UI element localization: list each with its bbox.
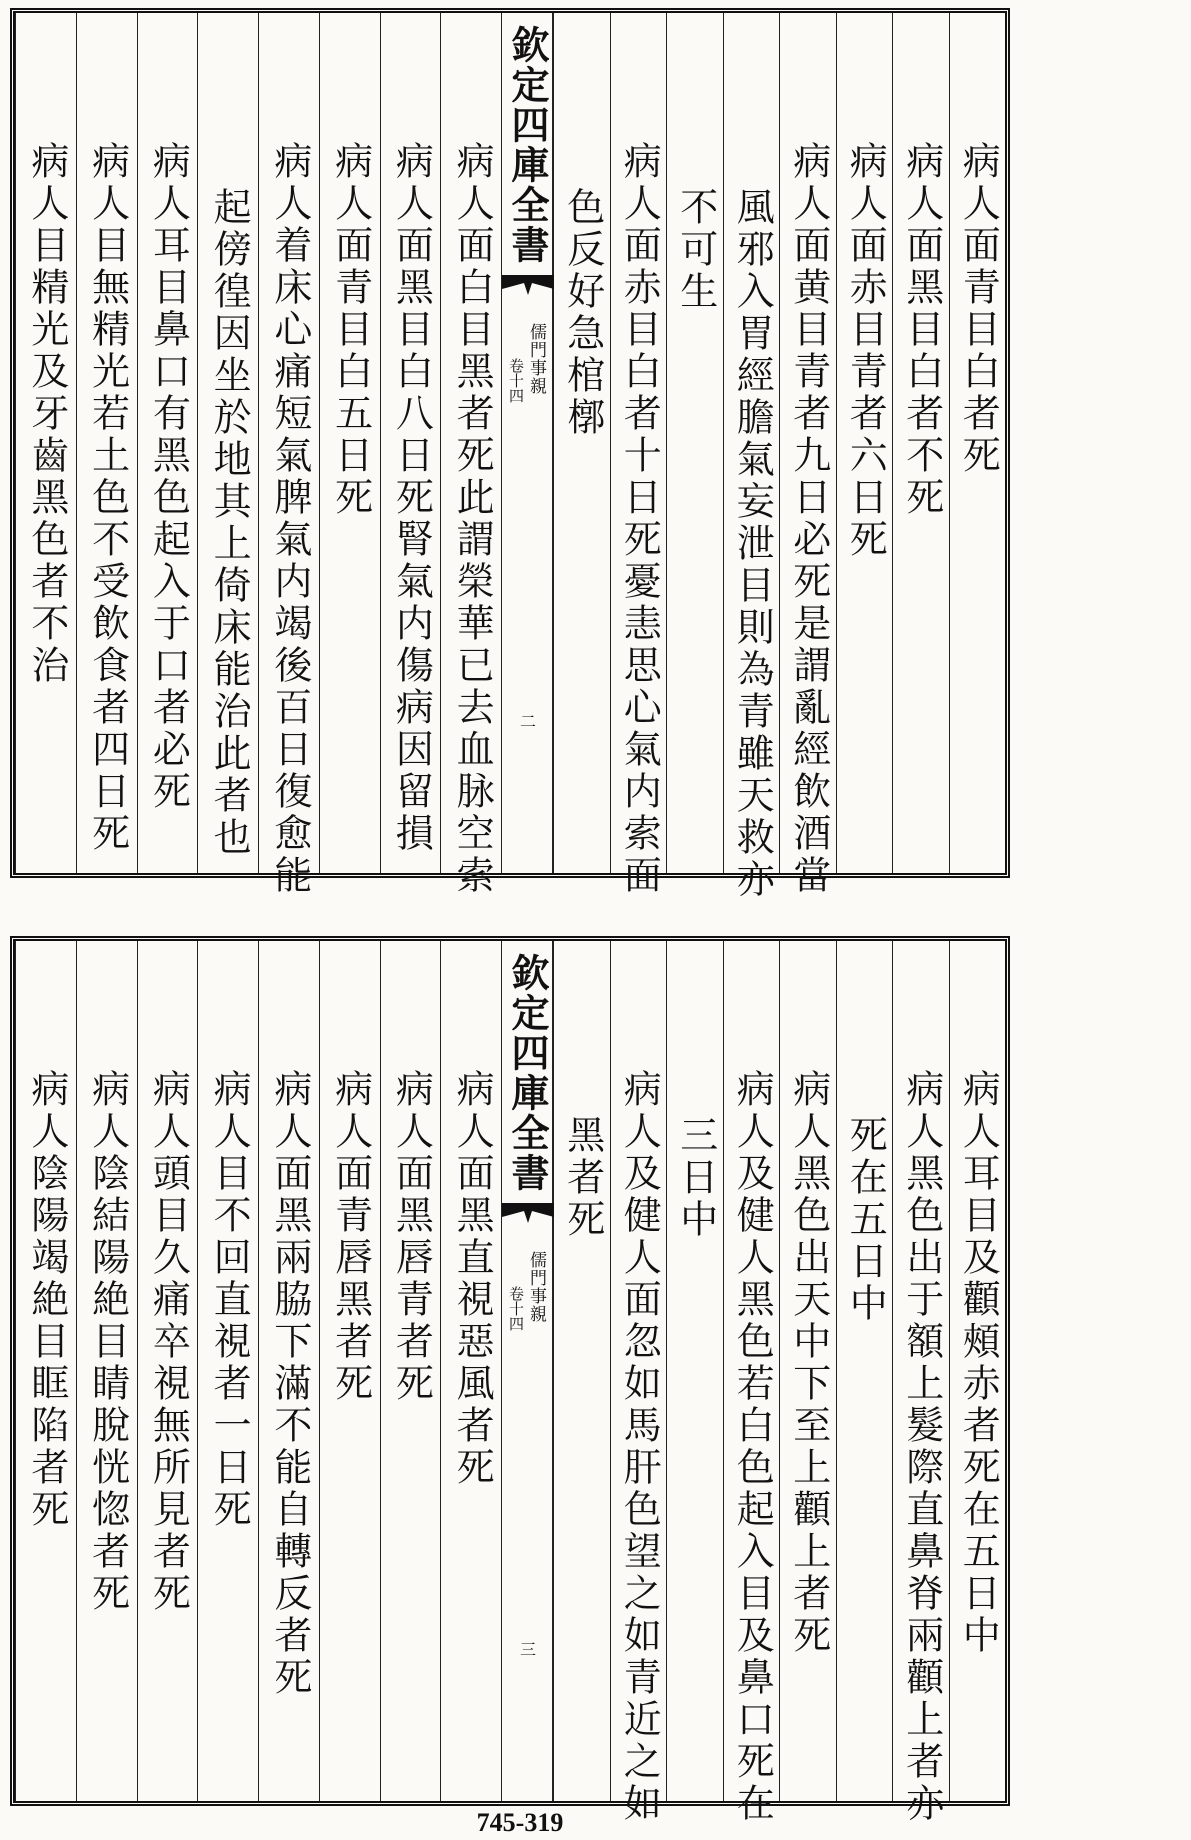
column-text: 病人目不回直視者一日死	[207, 1069, 252, 1531]
text-column	[197, 13, 258, 873]
column-text: 風邪入胃經膽氣妄泄目則為青雖天救亦	[730, 187, 775, 901]
fishtail-mark-icon	[502, 275, 554, 303]
text-column	[197, 941, 258, 1801]
fishtail-mark-icon	[502, 1203, 554, 1231]
center-fold-column	[501, 941, 553, 1801]
column-text: 病人面白目黑者死此謂榮華已去血脉空索	[450, 141, 495, 897]
text-column	[258, 13, 319, 897]
column-text: 病人陰陽竭絶目眶陷者死	[24, 1069, 69, 1531]
column-text: 病人面赤目白者十日死憂恚思心氣内索面	[617, 141, 662, 897]
column-text: 死在五日中	[843, 1115, 888, 1325]
column-text: 三日中	[673, 1115, 718, 1241]
text-column	[76, 13, 137, 873]
column-text: 病人面赤目青者六日死	[843, 141, 888, 561]
column-text: 病人面黑直視惡風者死	[450, 1069, 495, 1489]
text-column	[779, 941, 836, 1801]
column-text: 不可生	[673, 187, 718, 313]
column-text: 色反好急棺槨	[560, 187, 605, 439]
text-column	[319, 13, 380, 873]
column-text: 病人及健人黑色若白色起入目及鼻口死在	[730, 1069, 775, 1825]
text-column	[666, 13, 723, 873]
text-column	[892, 13, 949, 873]
column-text: 病人面青目白者死	[956, 141, 1001, 477]
center-fold-column	[501, 13, 553, 873]
text-column	[836, 941, 893, 1801]
text-column	[380, 13, 441, 873]
column-text: 病人面黑目白者不死	[899, 141, 944, 519]
leaf-number: 三	[517, 1641, 537, 1657]
column-text: 病人目無精光若土色不受飲食者四日死	[85, 141, 130, 855]
text-column	[319, 941, 380, 1801]
text-column	[723, 13, 780, 901]
leaf-number: 二	[517, 713, 537, 729]
column-text: 病人面黑兩脇下滿不能自轉反者死	[267, 1069, 312, 1699]
text-column	[76, 941, 137, 1801]
column-text: 病人面黄目青者九日必死是謂亂經飲酒當	[786, 141, 831, 897]
volume-label: 卷十四	[507, 358, 525, 403]
column-text: 病人陰結陽絶目睛脫恍惚者死	[85, 1069, 130, 1615]
text-column	[137, 941, 198, 1801]
text-column	[380, 941, 441, 1801]
text-column	[610, 941, 667, 1825]
column-text: 病人面黑目白八日死腎氣内傷病因留損	[389, 141, 434, 855]
book-title: 儒門事親	[526, 323, 546, 395]
text-column	[553, 941, 610, 1801]
text-column	[553, 13, 610, 873]
text-column	[949, 941, 1006, 1801]
column-text: 黑者死	[560, 1115, 605, 1241]
volume-label: 卷十四	[507, 1286, 525, 1331]
text-column	[440, 941, 501, 1801]
column-text: 病人面青唇黑者死	[328, 1069, 373, 1405]
text-column	[836, 13, 893, 873]
text-column	[440, 13, 501, 897]
column-text: 起傍徨因坐於地其上倚床能治此者也	[207, 187, 252, 859]
text-column	[892, 941, 949, 1825]
text-column	[137, 13, 198, 873]
text-column	[779, 13, 836, 897]
column-text: 病人面青目白五日死	[328, 141, 373, 519]
text-column	[258, 941, 319, 1801]
book-title: 儒門事親	[526, 1251, 546, 1323]
text-column	[15, 941, 76, 1801]
column-text: 病人耳目及顴頰赤者死在五日中	[956, 1069, 1001, 1657]
column-text: 病人耳目鼻口有黑色起入于口者必死	[146, 141, 191, 813]
column-text: 病人黑色出于額上髮際直鼻脊兩顴上者亦	[899, 1069, 944, 1825]
top-page	[10, 8, 1010, 901]
collection-title: 欽定四庫全書	[505, 953, 550, 1193]
column-text: 病人頭目久痛卒視無所見者死	[146, 1069, 191, 1615]
column-text: 病人及健人面忽如馬肝色望之如青近之如	[617, 1069, 662, 1825]
page-footer-number: 745-319	[476, 1808, 564, 1837]
text-column	[723, 941, 780, 1825]
text-column	[949, 13, 1006, 873]
column-text: 病人黑色出天中下至上顴上者死	[786, 1069, 831, 1657]
collection-title: 欽定四庫全書	[505, 25, 550, 265]
column-text: 病人着床心痛短氣脾氣内竭後百日復愈能	[267, 141, 312, 897]
text-column	[666, 941, 723, 1801]
column-text: 病人目精光及牙齒黑色者不治	[24, 141, 69, 687]
text-column	[610, 13, 667, 897]
text-column	[15, 13, 76, 873]
column-text: 病人面黑唇青者死	[389, 1069, 434, 1405]
